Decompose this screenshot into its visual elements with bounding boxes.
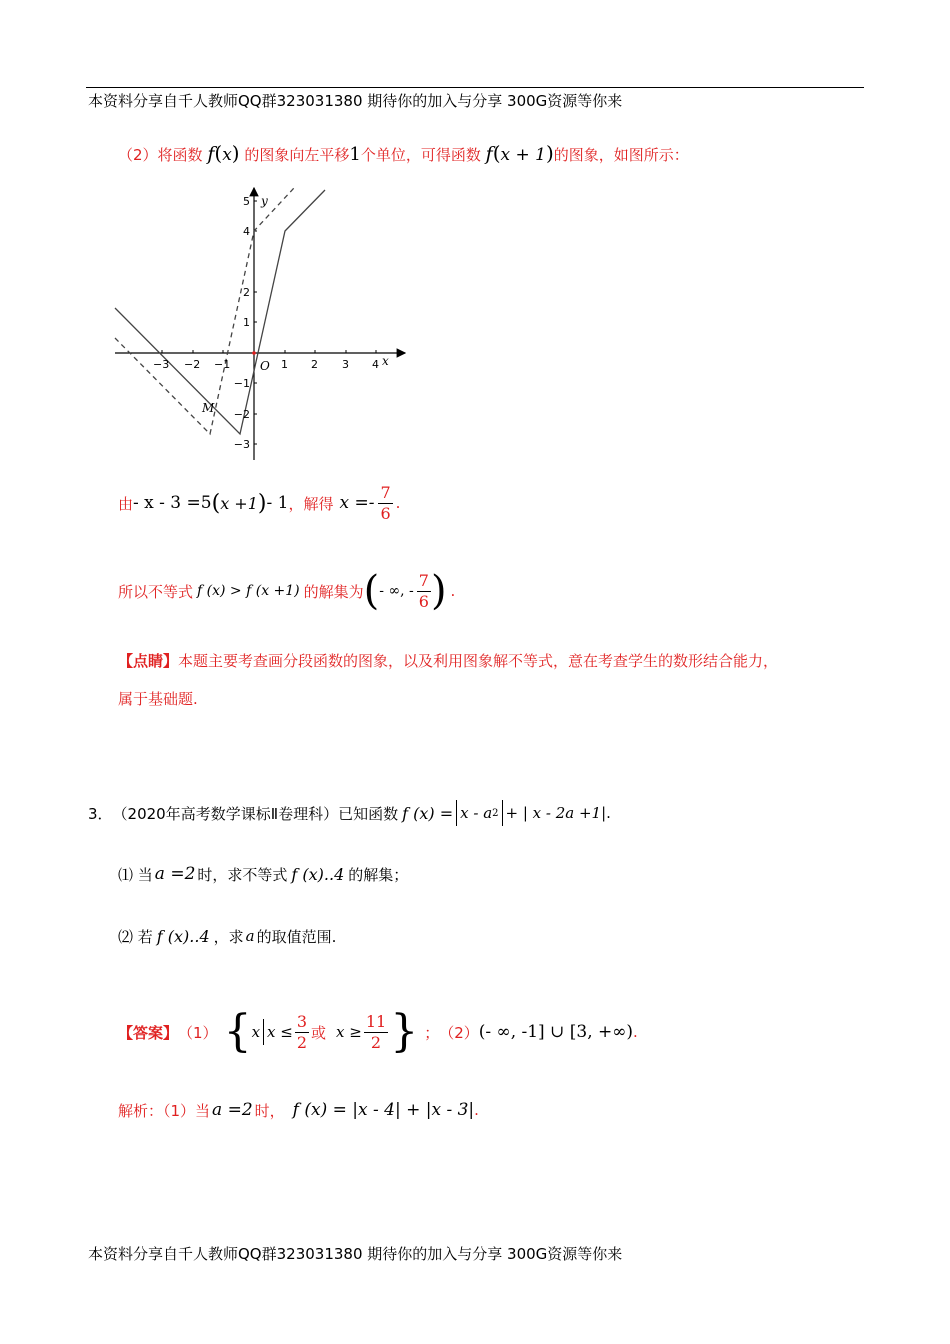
step2-mid1: 的图象向左平移 bbox=[244, 146, 350, 164]
answer-cond1: x ≤ bbox=[267, 1023, 293, 1041]
conclusion-fraction bbox=[417, 571, 431, 612]
solve-fraction bbox=[378, 483, 392, 524]
y-tick-label: −1 bbox=[233, 377, 250, 390]
answer-den1: 2 bbox=[296, 1032, 308, 1052]
y-tick-labels bbox=[234, 195, 250, 451]
solve-mid: ，解得 bbox=[288, 494, 334, 513]
y-tick-label: 1 bbox=[243, 316, 250, 329]
conclusion-mid: 的解集为 bbox=[303, 582, 364, 601]
q2-label: ⑵ 若 bbox=[118, 927, 153, 946]
problem3-func: f (x) = bbox=[402, 803, 454, 823]
solve-prefix: 由 bbox=[118, 494, 134, 513]
answer-sep: ； bbox=[424, 1023, 440, 1042]
header-text: 本资料分享自千人教师QQ群323031380 期待你的加入与分享 300G资源等你来 bbox=[88, 92, 623, 110]
solve-eq-lhs: - x - 3 =5 bbox=[133, 493, 212, 513]
y-axis-label: y bbox=[261, 194, 268, 208]
y-tick-label: 5 bbox=[243, 195, 250, 208]
q2-a: a bbox=[245, 927, 255, 945]
step2-f2: f bbox=[485, 143, 493, 165]
conclusion-den: 6 bbox=[418, 591, 429, 611]
point-m-label: M bbox=[202, 401, 215, 415]
x-axis-label: x bbox=[382, 354, 389, 368]
analysis-line bbox=[118, 1090, 479, 1130]
solve-eq-rhs: - 1 bbox=[266, 493, 289, 513]
analysis-end: . bbox=[474, 1101, 479, 1119]
x-tick-label: 4 bbox=[372, 358, 379, 371]
q2-end: 的取值范围. bbox=[256, 927, 337, 946]
x-tick-label: 1 bbox=[281, 358, 288, 371]
answer-frac2 bbox=[364, 1012, 388, 1053]
function-graph bbox=[110, 180, 420, 465]
q1-label: ⑴ 当 bbox=[118, 865, 153, 884]
y-tick-label: 4 bbox=[243, 225, 250, 238]
answer-end: . bbox=[633, 1023, 638, 1041]
conclusion-end: . bbox=[450, 582, 456, 600]
step2-f: f bbox=[207, 143, 215, 165]
analysis-func: f (x) = |x - 4| + |x - 3| bbox=[292, 1100, 475, 1120]
answer-cond2: x ≥ bbox=[336, 1023, 362, 1041]
y-tick-label: 2 bbox=[243, 286, 250, 299]
answer-line: 【答案】 （1） { x x ≤ $\frac{3}{2}$ 或 x ≥ $\frac{11}{2}$ } ； （2） (- ∞, -1] ∪ [3, +∞) . bbox=[118, 1006, 638, 1057]
problem3-sup: 2 bbox=[492, 807, 499, 819]
answer-p2: （2） bbox=[439, 1023, 479, 1042]
q1-end: 的解集； bbox=[348, 865, 409, 884]
origin-marker bbox=[252, 351, 256, 355]
analysis-prefix: 解析：（1）当 bbox=[118, 1101, 211, 1120]
solve-line: 由 - x - 3 =5 ( x +1 ) - 1 ，解得 x =- $\frac{7}{6}$ . bbox=[118, 482, 401, 523]
q2-ineq: f (x)..4 bbox=[156, 926, 210, 946]
footer-text: 本资料分享自千人教师QQ群323031380 期待你的加入与分享 300G资源等你来 bbox=[88, 1245, 623, 1263]
analysis-mid: 时， bbox=[254, 1101, 285, 1120]
x-tick-label: −3 bbox=[153, 358, 170, 371]
answer-den2: 2 bbox=[370, 1032, 382, 1052]
x-tick-label: 2 bbox=[311, 358, 318, 371]
q1-ineq: f (x)..4 bbox=[291, 864, 345, 884]
origin-label: O bbox=[260, 359, 270, 373]
answer-or: 或 bbox=[311, 1023, 327, 1042]
comment-line1 bbox=[118, 650, 778, 671]
problem3-number: 3． bbox=[88, 804, 113, 823]
step2-mid2: 个单位，可得函数 bbox=[360, 146, 481, 164]
problem3-stem bbox=[88, 795, 611, 831]
q1-mid: 时，求不等式 bbox=[197, 865, 288, 884]
conclusion-num: 7 bbox=[418, 570, 429, 590]
y-tick-label: −3 bbox=[233, 438, 250, 451]
problem3-end: . bbox=[606, 804, 611, 822]
step2-end: 的图象，如图所示： bbox=[553, 146, 689, 164]
header-rule bbox=[86, 87, 864, 88]
step2-x1: x + 1 bbox=[500, 145, 546, 165]
conclusion-line: 所以不等式 f (x) > f (x +1) 的解集为 ( - ∞, - $\frac{7}{6}$ ) . bbox=[118, 568, 456, 614]
graph-f-solid bbox=[115, 190, 325, 434]
problem3-abs1: x - a bbox=[460, 804, 493, 822]
conclusion-ineq: f (x) > f (x +1) bbox=[197, 583, 300, 599]
comment-tag: 【点睛】 bbox=[118, 652, 179, 670]
answer-set-x: x bbox=[251, 1023, 261, 1041]
solve-eq-paren: x +1 bbox=[220, 493, 258, 513]
step2-one: 1 bbox=[349, 144, 361, 165]
solve-num: 7 bbox=[380, 482, 391, 502]
step2-label: （2）将函数 bbox=[118, 146, 203, 164]
problem3-q2 bbox=[118, 918, 336, 954]
comment-text1: 本题主要考查画分段函数的图象，以及利用图象解不等式，意在考查学生的数形结合能力， bbox=[178, 652, 779, 670]
y-tick-label: −2 bbox=[233, 408, 250, 421]
step2-x: x bbox=[222, 145, 232, 165]
x-tick-label: 3 bbox=[342, 358, 349, 371]
step2-line: （2）将函数 f(x) 的图象向左平移1个单位，可得函数 f(x + 1)的图象，如图所示： bbox=[118, 141, 689, 165]
comment-text2: 属于基础题. bbox=[118, 690, 198, 708]
answer-p1: （1） bbox=[178, 1023, 218, 1042]
problem3-q1 bbox=[118, 856, 408, 892]
answer-frac1 bbox=[295, 1012, 309, 1053]
answer-interval: (- ∞, -1] ∪ [3, +∞) bbox=[478, 1022, 634, 1042]
solve-end: . bbox=[395, 494, 401, 512]
solve-x-eq: x =- bbox=[339, 493, 375, 513]
conclusion-prefix: 所以不等式 bbox=[118, 582, 194, 601]
answer-num1: 3 bbox=[296, 1011, 308, 1031]
q2-mid: ，求 bbox=[213, 927, 244, 946]
q1-cond: a =2 bbox=[154, 864, 196, 884]
solve-den: 6 bbox=[380, 503, 391, 523]
conclusion-interval-start: - ∞, - bbox=[379, 583, 414, 599]
answer-tag: 【答案】 bbox=[118, 1023, 179, 1042]
problem3-source: （2020年高考数学课标Ⅱ卷理科）已知函数 bbox=[112, 804, 399, 823]
analysis-cond: a =2 bbox=[212, 1100, 253, 1120]
x-tick-label: −1 bbox=[214, 358, 231, 371]
problem3-plus: + | x - 2a +1| bbox=[505, 804, 607, 822]
answer-num2: 11 bbox=[365, 1011, 387, 1031]
x-tick-label: −2 bbox=[184, 358, 201, 371]
